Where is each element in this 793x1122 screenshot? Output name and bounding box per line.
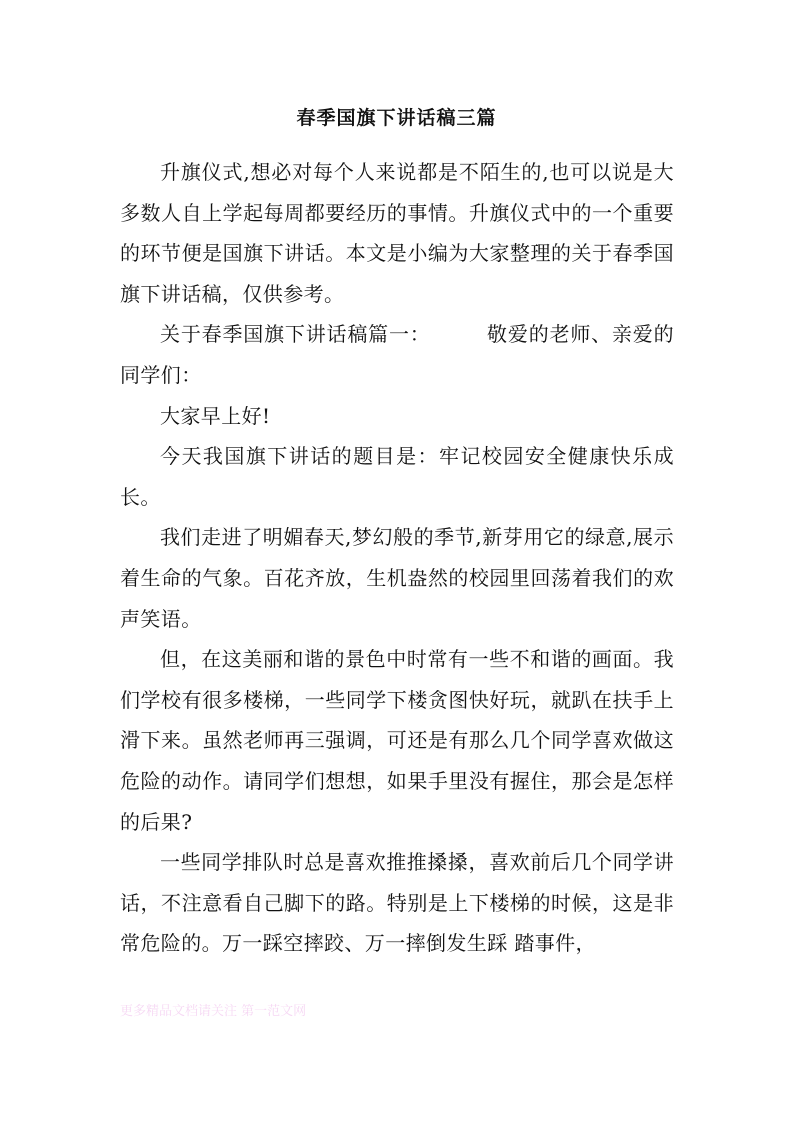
paragraph-topic: 今天我国旗下讲话的题目是：牢记校园安全健康快乐成长。 <box>120 444 674 509</box>
paragraph-intro: 升旗仪式,想必对每个人来说都是不陌生的,也可以说是大多数人自上学起每周都要经历的事情。升旗仪式中的一个重要的环节便是国旗下讲话。本文是小编为大家整理的关于春季国旗下讲话稿，仅供参考。 <box>120 160 674 306</box>
paragraph-queue: 一些同学排队时总是喜欢推推搡搡，喜欢前后几个同学讲话，不注意看自己脚下的路。特别是上下楼梯的时候，这是非常危险的。万一踩空摔跤、万一摔倒发生踩 踏事件， <box>120 850 674 956</box>
paragraph-spring: 我们走进了明媚春天,梦幻般的季节,新芽用它的绿意,展示着生命的气象。百花齐放，生机盎然的校园里回荡着我们的欢声笑语。 <box>120 525 674 631</box>
paragraph-section-heading <box>120 314 674 395</box>
paragraph-greeting: 大家早上好! <box>160 403 271 428</box>
section-heading: 关于春季国旗下讲话稿篇一： <box>160 322 431 347</box>
document-title: 春季国旗下讲话稿三篇 <box>296 107 497 129</box>
document-body <box>120 152 674 964</box>
salutation-start: 敬爱的老师、亲爱的 <box>486 322 674 347</box>
paragraph-stairs: 但，在这美丽和谐的景色中时常有一些不和谐的画面。我们学校有很多楼梯，一些同学下楼贪图快好玩，就趴在扶手上滑下来。虽然老师再三强调，可还是有那么几个同学喜欢做这危险的动作。请同学们想想，如果手里没有握住，那会是怎样的后果? <box>120 647 674 834</box>
salutation-end: 同学们： <box>120 362 202 387</box>
footer-watermark: 更多精品文档请关注 第一范文网 <box>120 1004 307 1019</box>
